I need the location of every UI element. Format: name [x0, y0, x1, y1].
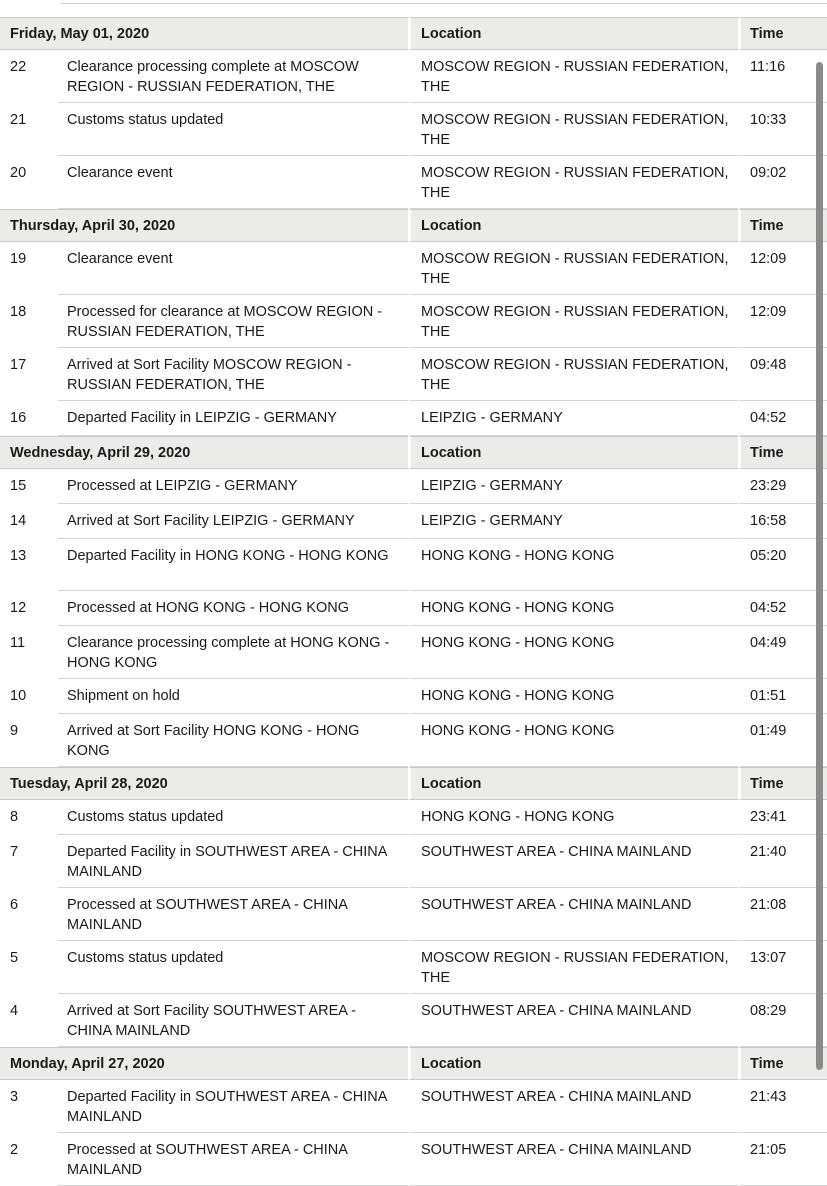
- time-column-header: Time: [738, 767, 827, 800]
- event-location: HONG KONG - HONG KONG: [408, 539, 738, 591]
- top-divider: [60, 3, 827, 4]
- event-time: 05:20: [738, 539, 827, 591]
- event-time: 09:48: [738, 348, 827, 401]
- location-column-header: Location: [408, 436, 738, 469]
- event-time: 21:43: [738, 1080, 827, 1133]
- date-header-row: [0, 767, 827, 800]
- event-time: 21:05: [738, 1133, 827, 1186]
- event-location: HONG KONG - HONG KONG: [408, 800, 738, 835]
- event-time: 04:52: [738, 401, 827, 436]
- event-row: [0, 469, 827, 504]
- event-row: [0, 679, 827, 714]
- shipment-tracking-table: [0, 17, 827, 1186]
- event-description: Processed at HONG KONG - HONG KONG: [58, 591, 408, 626]
- event-description: Departed Facility in SOUTHWEST AREA - CHINA MAINLAND: [58, 835, 408, 888]
- event-time: 04:52: [738, 591, 827, 626]
- event-row: [0, 401, 827, 436]
- event-location: MOSCOW REGION - RUSSIAN FEDERATION, THE: [408, 50, 738, 103]
- event-number: 12: [0, 591, 58, 626]
- event-description: Shipment on hold: [58, 679, 408, 714]
- event-time: 21:08: [738, 888, 827, 941]
- date-header-row: [0, 209, 827, 242]
- event-time: 13:07: [738, 941, 827, 994]
- event-number: 11: [0, 626, 58, 679]
- date-heading: Friday, May 01, 2020: [0, 17, 408, 50]
- event-row: [0, 156, 827, 209]
- event-description: Processed at SOUTHWEST AREA - CHINA MAINLAND: [58, 888, 408, 941]
- event-location: HONG KONG - HONG KONG: [408, 714, 738, 767]
- event-description: Arrived at Sort Facility MOSCOW REGION - RUSSIAN FEDERATION, THE: [58, 348, 408, 401]
- event-row: [0, 348, 827, 401]
- event-location: SOUTHWEST AREA - CHINA MAINLAND: [408, 888, 738, 941]
- event-number: 9: [0, 714, 58, 767]
- event-time: 21:40: [738, 835, 827, 888]
- event-number: 5: [0, 941, 58, 994]
- event-number: 19: [0, 242, 58, 295]
- event-row: [0, 242, 827, 295]
- event-description: Arrived at Sort Facility HONG KONG - HONG KONG: [58, 714, 408, 767]
- event-description: Departed Facility in SOUTHWEST AREA - CHINA MAINLAND: [58, 1080, 408, 1133]
- event-description: Arrived at Sort Facility SOUTHWEST AREA - CHINA MAINLAND: [58, 994, 408, 1047]
- event-location: SOUTHWEST AREA - CHINA MAINLAND: [408, 1080, 738, 1133]
- event-number: 6: [0, 888, 58, 941]
- date-heading: Wednesday, April 29, 2020: [0, 436, 408, 469]
- event-time: 11:16: [738, 50, 827, 103]
- event-number: 21: [0, 103, 58, 156]
- event-location: HONG KONG - HONG KONG: [408, 591, 738, 626]
- event-time: 12:09: [738, 242, 827, 295]
- location-column-header: Location: [408, 17, 738, 50]
- event-location: LEIPZIG - GERMANY: [408, 401, 738, 436]
- event-number: 20: [0, 156, 58, 209]
- event-time: 23:41: [738, 800, 827, 835]
- event-row: [0, 50, 827, 103]
- event-location: LEIPZIG - GERMANY: [408, 469, 738, 504]
- event-time: 04:49: [738, 626, 827, 679]
- event-description: Arrived at Sort Facility LEIPZIG - GERMANY: [58, 504, 408, 539]
- event-number: 13: [0, 539, 58, 591]
- event-row: [0, 888, 827, 941]
- event-row: [0, 714, 827, 767]
- event-row: [0, 994, 827, 1047]
- event-location: HONG KONG - HONG KONG: [408, 626, 738, 679]
- date-header-row: [0, 436, 827, 469]
- event-description: Clearance event: [58, 156, 408, 209]
- event-time: 10:33: [738, 103, 827, 156]
- event-description: Clearance processing complete at HONG KONG - HONG KONG: [58, 626, 408, 679]
- date-heading: Monday, April 27, 2020: [0, 1047, 408, 1080]
- event-number: 16: [0, 401, 58, 436]
- event-location: MOSCOW REGION - RUSSIAN FEDERATION, THE: [408, 103, 738, 156]
- date-header-row: [0, 1047, 827, 1080]
- location-column-header: Location: [408, 1047, 738, 1080]
- event-time: 01:49: [738, 714, 827, 767]
- event-row: [0, 295, 827, 348]
- event-description: Processed at LEIPZIG - GERMANY: [58, 469, 408, 504]
- date-heading: Thursday, April 30, 2020: [0, 209, 408, 242]
- event-row: [0, 1080, 827, 1133]
- event-number: 3: [0, 1080, 58, 1133]
- event-row: [0, 941, 827, 994]
- event-number: 2: [0, 1133, 58, 1186]
- event-time: 09:02: [738, 156, 827, 209]
- event-location: HONG KONG - HONG KONG: [408, 679, 738, 714]
- time-column-header: Time: [738, 1047, 827, 1080]
- event-time: 08:29: [738, 994, 827, 1047]
- event-location: MOSCOW REGION - RUSSIAN FEDERATION, THE: [408, 295, 738, 348]
- event-location: SOUTHWEST AREA - CHINA MAINLAND: [408, 835, 738, 888]
- event-location: MOSCOW REGION - RUSSIAN FEDERATION, THE: [408, 941, 738, 994]
- event-number: 15: [0, 469, 58, 504]
- event-number: 4: [0, 994, 58, 1047]
- event-location: MOSCOW REGION - RUSSIAN FEDERATION, THE: [408, 348, 738, 401]
- event-time: 23:29: [738, 469, 827, 504]
- location-column-header: Location: [408, 209, 738, 242]
- event-row: [0, 1133, 827, 1186]
- event-location: SOUTHWEST AREA - CHINA MAINLAND: [408, 994, 738, 1047]
- event-description: Customs status updated: [58, 103, 408, 156]
- event-number: 8: [0, 800, 58, 835]
- location-column-header: Location: [408, 767, 738, 800]
- event-description: Processed for clearance at MOSCOW REGION - RUSSIAN FEDERATION, THE: [58, 295, 408, 348]
- event-number: 17: [0, 348, 58, 401]
- event-row: [0, 626, 827, 679]
- event-description: Customs status updated: [58, 800, 408, 835]
- event-location: LEIPZIG - GERMANY: [408, 504, 738, 539]
- vertical-scrollbar[interactable]: [816, 62, 823, 1070]
- event-time: 16:58: [738, 504, 827, 539]
- event-row: [0, 800, 827, 835]
- date-header-row: [0, 17, 827, 50]
- event-description: Departed Facility in HONG KONG - HONG KONG: [58, 539, 408, 591]
- event-number: 7: [0, 835, 58, 888]
- time-column-header: Time: [738, 209, 827, 242]
- event-description: Departed Facility in LEIPZIG - GERMANY: [58, 401, 408, 436]
- event-number: 14: [0, 504, 58, 539]
- event-number: 18: [0, 295, 58, 348]
- event-row: [0, 539, 827, 591]
- event-time: 12:09: [738, 295, 827, 348]
- event-row: [0, 103, 827, 156]
- event-row: [0, 591, 827, 626]
- event-description: Clearance event: [58, 242, 408, 295]
- event-number: 10: [0, 679, 58, 714]
- event-location: MOSCOW REGION - RUSSIAN FEDERATION, THE: [408, 156, 738, 209]
- event-number: 22: [0, 50, 58, 103]
- event-row: [0, 835, 827, 888]
- event-row: [0, 504, 827, 539]
- event-location: SOUTHWEST AREA - CHINA MAINLAND: [408, 1133, 738, 1186]
- event-time: 01:51: [738, 679, 827, 714]
- event-description: Processed at SOUTHWEST AREA - CHINA MAINLAND: [58, 1133, 408, 1186]
- event-location: MOSCOW REGION - RUSSIAN FEDERATION, THE: [408, 242, 738, 295]
- time-column-header: Time: [738, 436, 827, 469]
- date-heading: Tuesday, April 28, 2020: [0, 767, 408, 800]
- event-description: Clearance processing complete at MOSCOW REGION - RUSSIAN FEDERATION, THE: [58, 50, 408, 103]
- event-description: Customs status updated: [58, 941, 408, 994]
- time-column-header: Time: [738, 17, 827, 50]
